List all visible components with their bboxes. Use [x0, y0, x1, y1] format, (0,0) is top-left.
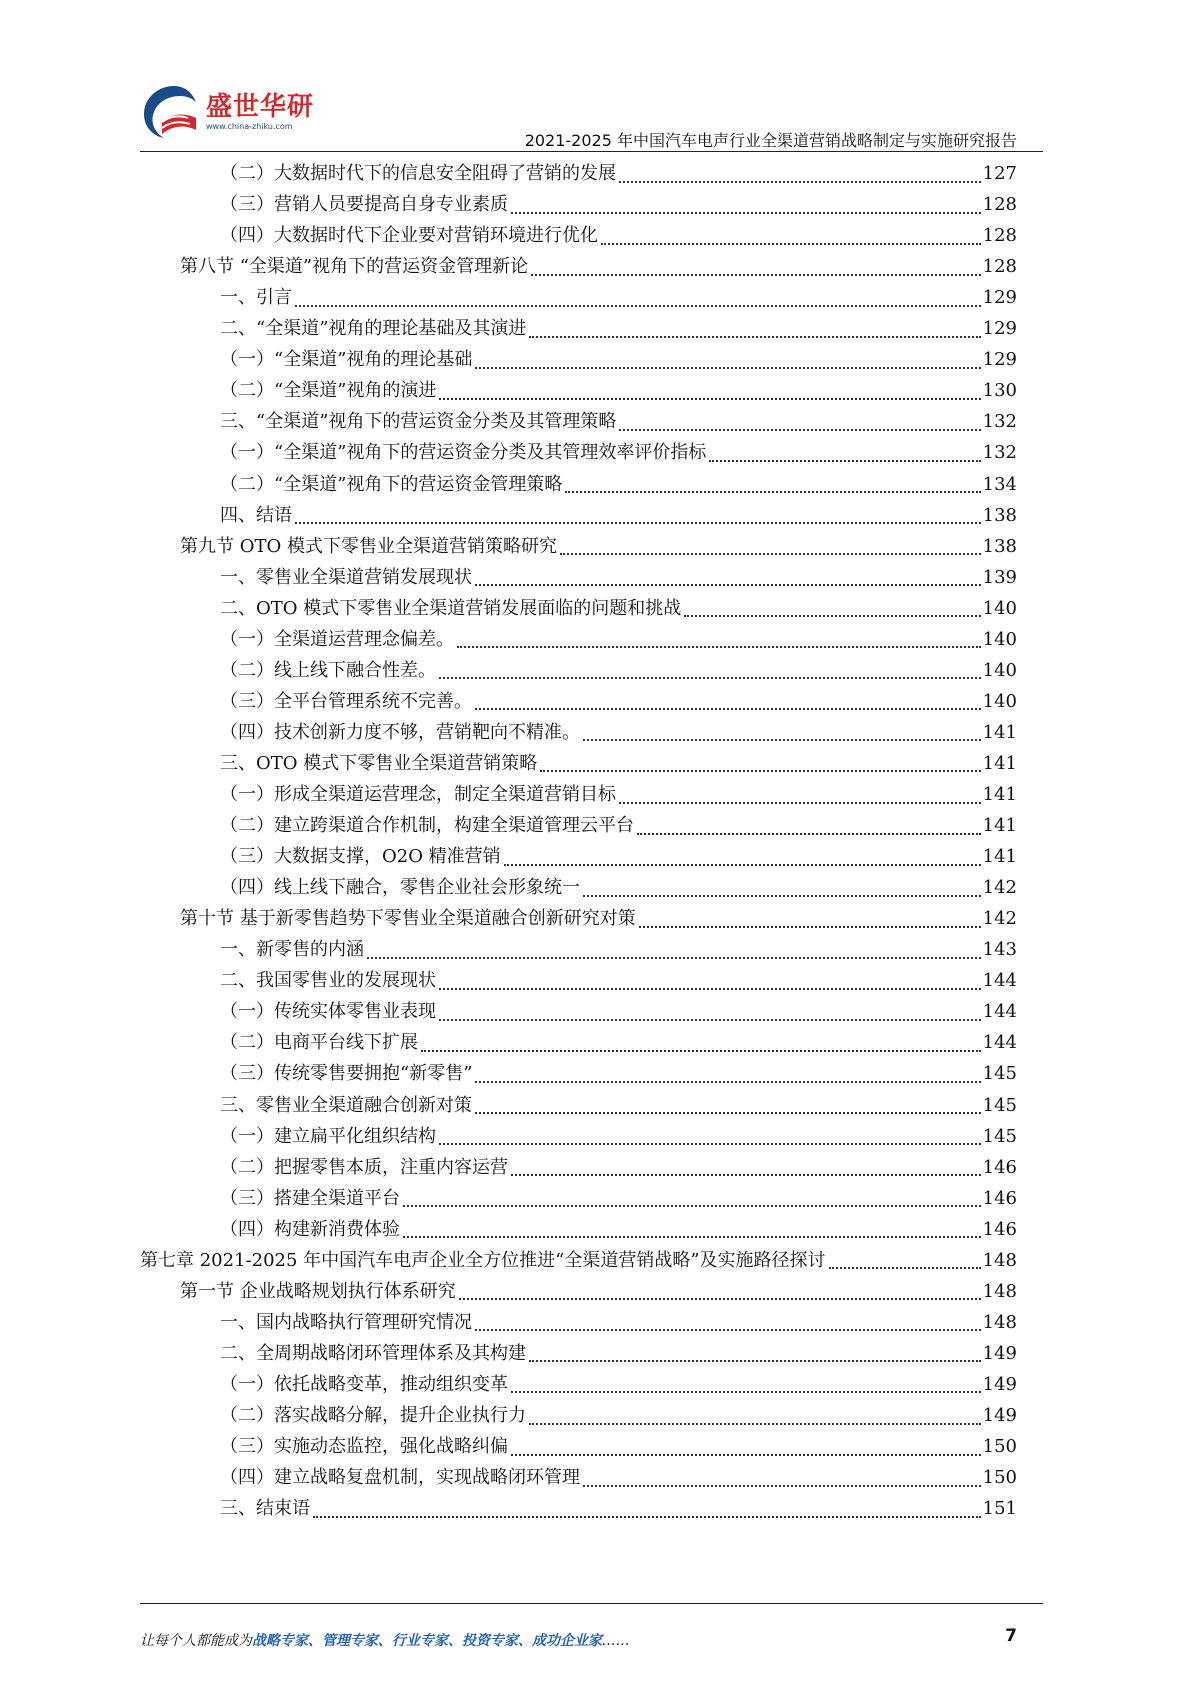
toc-entry[interactable] — [220, 375, 1017, 406]
toc-entry[interactable] — [180, 531, 1017, 562]
toc-dot-leader — [439, 677, 981, 679]
toc-dot-leader — [475, 1081, 980, 1083]
toc-entry[interactable] — [220, 655, 1017, 686]
toc-entry[interactable] — [220, 779, 1017, 810]
toc-dot-leader — [619, 181, 981, 183]
toc-dot-leader — [565, 491, 980, 493]
toc-dot-leader — [475, 584, 981, 586]
toc-entry[interactable] — [220, 934, 1017, 965]
toc-entry-title: 四、结语 — [220, 504, 292, 526]
toc-entry-page: 128 — [982, 256, 1017, 278]
toc-dot-leader — [475, 367, 980, 369]
toc-entry-page: 140 — [982, 690, 1017, 712]
toc-entry-title: （一）“全渠道”视角的理论基础 — [220, 349, 473, 371]
toc-entry[interactable] — [220, 189, 1017, 220]
footer-slogan — [140, 1630, 630, 1650]
toc-dot-leader — [601, 243, 981, 245]
toc-entry-title: （二）大数据时代下的信息安全阻碍了营销的发展 — [220, 163, 616, 184]
toc-dot-leader — [439, 398, 980, 400]
toc-entry[interactable] — [220, 1431, 1017, 1462]
toc-entry-page: 128 — [982, 194, 1017, 216]
toc-entry[interactable] — [220, 344, 1017, 375]
toc-entry-title: （二）线上线下融合性差。 — [220, 659, 436, 681]
toc-entry-title: （二）落实战略分解，提升企业执行力 — [220, 1405, 526, 1426]
toc-entry-title: 第一节 企业战略规划执行体系研究 — [180, 1280, 456, 1302]
toc-entry-title: （三）传统零售要拥抱“新零售” — [220, 1063, 473, 1085]
toc-entry-title: 第八节 “全渠道”视角下的营运资金管理新论 — [180, 256, 529, 278]
toc-entry-title: 二、“全渠道”视角的理论基础及其演进 — [220, 318, 527, 340]
toc-entry[interactable] — [220, 406, 1017, 437]
toc-entry[interactable] — [220, 282, 1017, 313]
toc-dot-leader — [709, 460, 980, 462]
toc-entry[interactable] — [220, 1090, 1017, 1121]
toc-entry[interactable] — [220, 1058, 1017, 1089]
toc-entry-page: 141 — [982, 846, 1017, 868]
toc-dot-leader — [475, 1112, 981, 1114]
toc-dot-leader — [295, 305, 981, 307]
toc-entry-title: （二）把握零售本质，注重内容运营 — [220, 1156, 508, 1178]
toc-entry-page: 140 — [982, 628, 1017, 650]
toc-dot-leader — [421, 1050, 981, 1052]
toc-entry-page: 134 — [982, 473, 1017, 495]
toc-dot-leader — [457, 646, 981, 648]
toc-entry-page: 148 — [982, 1249, 1017, 1271]
toc-entry[interactable] — [220, 313, 1017, 344]
toc-entry-title: （四）构建新消费体验 — [220, 1218, 400, 1240]
toc-entry[interactable] — [220, 1400, 1017, 1431]
toc-entry-page: 148 — [982, 1280, 1017, 1302]
toc-dot-leader — [475, 1329, 981, 1331]
toc-entry[interactable] — [220, 1214, 1017, 1245]
toc-dot-leader — [829, 1267, 981, 1269]
toc-entry-page: 141 — [982, 784, 1017, 805]
toc-entry[interactable] — [220, 562, 1017, 593]
toc-entry-title: 第七章 2021-2025 年中国汽车电声企业全方位推进“全渠道营销战略”及实施路径探讨 — [140, 1249, 826, 1271]
toc-dot-leader — [511, 1454, 981, 1456]
toc-entry-title: 三、OTO 模式下零售业全渠道营销策略 — [220, 752, 538, 774]
toc-dot-leader — [475, 708, 981, 710]
company-logo — [140, 82, 330, 146]
toc-entry-title: （三）大数据支撑，O2O 精准营销 — [220, 846, 501, 868]
toc-entry-title: （一）形成全渠道运营理念，制定全渠道营销目标 — [220, 784, 616, 805]
toc-entry-page: 129 — [982, 349, 1017, 371]
toc-entry[interactable] — [220, 810, 1017, 841]
report-title: 2021-2025 年中国汽车电声行业全渠道营销战略制定与实施研究报告 — [524, 131, 1017, 150]
toc-entry[interactable] — [220, 437, 1017, 468]
toc-dot-leader — [511, 1174, 981, 1176]
toc-entry[interactable] — [220, 1462, 1017, 1493]
toc-entry-page: 140 — [982, 659, 1017, 681]
toc-dot-leader — [403, 1236, 981, 1238]
toc-dot-leader — [560, 553, 981, 555]
toc-entry[interactable] — [220, 624, 1017, 655]
toc-entry-page: 150 — [982, 1436, 1017, 1458]
footer-suffix: …… — [602, 1633, 630, 1649]
toc-entry-page: 139 — [982, 566, 1017, 588]
toc-entry[interactable] — [220, 158, 1017, 189]
toc-entry-page: 145 — [982, 1125, 1017, 1147]
toc-entry[interactable] — [180, 251, 1017, 282]
toc-entry-title: （四）大数据时代下企业要对营销环境进行优化 — [220, 225, 598, 247]
toc-entry-title: （一）建立扁平化组织结构 — [220, 1125, 436, 1147]
toc-entry[interactable] — [220, 965, 1017, 996]
page-number: 7 — [1005, 1626, 1017, 1646]
toc-entry[interactable] — [220, 1121, 1017, 1152]
toc-entry-page: 149 — [982, 1373, 1017, 1395]
toc-dot-leader — [684, 615, 980, 617]
toc-entry-page: 129 — [982, 318, 1017, 340]
toc-entry-page: 149 — [982, 1405, 1017, 1426]
toc-dot-leader — [439, 988, 981, 990]
toc-dot-leader — [403, 1205, 981, 1207]
logo-emblem-icon — [140, 82, 204, 142]
footer-highlight: 战略专家、管理专家、行业专家、投资专家、成功企业家 — [252, 1633, 602, 1649]
toc-entry[interactable] — [180, 1276, 1017, 1307]
toc-entry[interactable] — [140, 1245, 1017, 1276]
toc-entry-page: 127 — [982, 163, 1017, 184]
toc-entry[interactable] — [220, 593, 1017, 624]
toc-entry-page: 144 — [982, 970, 1017, 992]
toc-dot-leader — [511, 1391, 981, 1393]
toc-entry-title: 第十节 基于新零售趋势下零售业全渠道融合创新研究对策 — [180, 908, 636, 930]
toc-entry-page: 145 — [982, 1094, 1017, 1116]
footer-prefix: 让每个人都能成为 — [140, 1633, 252, 1649]
toc-dot-leader — [583, 739, 981, 741]
toc-entry-page: 144 — [982, 1032, 1017, 1054]
toc-entry[interactable] — [220, 1152, 1017, 1183]
toc-entry-title: 二、我国零售业的发展现状 — [220, 970, 436, 992]
toc-entry[interactable] — [220, 469, 1017, 500]
toc-entry-title: （一）“全渠道”视角下的营运资金分类及其管理效率评价指标 — [220, 442, 707, 464]
toc-entry-page: 138 — [982, 504, 1017, 526]
toc-entry[interactable] — [220, 1338, 1017, 1369]
toc-dot-leader — [529, 336, 980, 338]
toc-entry[interactable] — [220, 841, 1017, 872]
toc-entry-title: （四）线上线下融合，零售企业社会形象统一 — [220, 877, 580, 899]
toc-entry-page: 141 — [982, 815, 1017, 837]
toc-dot-leader — [459, 1298, 981, 1300]
toc-entry-title: （一）依托战略变革，推动组织变革 — [220, 1373, 508, 1395]
toc-entry-page: 143 — [982, 939, 1017, 961]
toc-entry-page: 128 — [982, 225, 1017, 247]
toc-dot-leader — [619, 429, 980, 431]
toc-entry-title: 三、零售业全渠道融合创新对策 — [220, 1094, 472, 1116]
toc-entry-title: 三、结束语 — [220, 1498, 310, 1520]
toc-entry-page: 149 — [982, 1342, 1017, 1364]
toc-entry-title: （一）全渠道运营理念偏差。 — [220, 628, 454, 650]
logo-url: www.china-zhiku.com — [206, 122, 293, 131]
toc-entry-title: （二）建立跨渠道合作机制，构建全渠道管理云平台 — [220, 815, 634, 837]
toc-entry-title: （三）营销人员要提高自身专业素质 — [220, 194, 508, 216]
toc-entry-page: 140 — [982, 597, 1017, 619]
toc-entry-title: 二、OTO 模式下零售业全渠道营销发展面临的问题和挑战 — [220, 597, 682, 619]
toc-entry-page: 142 — [982, 877, 1017, 899]
toc-dot-leader — [583, 1485, 981, 1487]
toc-entry-page: 148 — [982, 1311, 1017, 1333]
toc-dot-leader — [619, 802, 981, 804]
toc-dot-leader — [639, 926, 981, 928]
page-header — [0, 0, 1191, 150]
toc-entry-page: 151 — [982, 1498, 1017, 1520]
toc-entry-page: 146 — [982, 1156, 1017, 1178]
toc-dot-leader — [439, 1019, 981, 1021]
footer-divider — [140, 1603, 1043, 1604]
toc-entry-title: （三）实施动态监控，强化战略纠偏 — [220, 1436, 508, 1458]
toc-entry-title: （二）电商平台线下扩展 — [220, 1032, 418, 1054]
toc-dot-leader — [367, 957, 981, 959]
toc-entry[interactable] — [220, 748, 1017, 779]
toc-entry-page: 145 — [982, 1063, 1017, 1085]
toc-entry-title: 第九节 OTO 模式下零售业全渠道营销策略研究 — [180, 535, 557, 557]
toc-entry-page: 150 — [982, 1467, 1017, 1489]
toc-entry-title: （四）建立战略复盘机制，实现战略闭环管理 — [220, 1467, 580, 1489]
toc-entry[interactable] — [220, 996, 1017, 1027]
toc-entry-page: 146 — [982, 1218, 1017, 1240]
toc-entry[interactable] — [220, 500, 1017, 531]
toc-entry-page: 142 — [982, 908, 1017, 930]
toc-entry[interactable] — [180, 903, 1017, 934]
toc-entry-title: 一、零售业全渠道营销发展现状 — [220, 566, 472, 588]
toc-entry-page: 144 — [982, 1001, 1017, 1023]
toc-dot-leader — [313, 1516, 981, 1518]
toc-entry-page: 146 — [982, 1187, 1017, 1209]
toc-entry-title: 三、“全渠道”视角下的营运资金分类及其管理策略 — [220, 411, 617, 433]
toc-dot-leader — [504, 864, 981, 866]
toc-entry-page: 141 — [982, 721, 1017, 743]
toc-entry-page: 132 — [982, 411, 1017, 433]
toc-entry-page: 132 — [982, 442, 1017, 464]
toc-dot-leader — [511, 212, 981, 214]
toc-dot-leader — [583, 895, 981, 897]
toc-dot-leader — [439, 1143, 981, 1145]
toc-entry[interactable] — [220, 1183, 1017, 1214]
toc-entry-title: （二）“全渠道”视角下的营运资金管理策略 — [220, 473, 563, 495]
toc-entry-title: （一）传统实体零售业表现 — [220, 1001, 436, 1023]
toc-entry-title: 一、国内战略执行管理研究情况 — [220, 1311, 472, 1333]
toc-entry-page: 141 — [982, 752, 1017, 774]
toc-entry-page: 130 — [982, 380, 1017, 402]
toc-dot-leader — [531, 274, 981, 276]
toc-entry-title: （四）技术创新力度不够，营销靶向不精准。 — [220, 721, 580, 743]
toc-entry-title: 一、新零售的内涵 — [220, 939, 364, 961]
toc-entry[interactable] — [220, 686, 1017, 717]
toc-entry-title: （三）全平台管理系统不完善。 — [220, 690, 472, 712]
toc-entry-title: 二、全周期战略闭环管理体系及其构建 — [220, 1342, 526, 1364]
header-divider — [140, 151, 1043, 152]
toc-entry[interactable] — [220, 1027, 1017, 1058]
toc-entry[interactable] — [220, 220, 1017, 251]
toc-entry[interactable] — [220, 872, 1017, 903]
toc-entry[interactable] — [220, 1493, 1017, 1524]
logo-name: 盛世华研 — [206, 92, 315, 122]
toc-dot-leader — [540, 770, 980, 772]
toc-dot-leader — [295, 522, 981, 524]
toc-entry-title: （三）搭建全渠道平台 — [220, 1187, 400, 1209]
toc-dot-leader — [529, 1423, 981, 1425]
toc-entry-title: （二）“全渠道”视角的演进 — [220, 380, 437, 402]
toc-entry[interactable] — [220, 717, 1017, 748]
toc-entry[interactable] — [220, 1369, 1017, 1400]
toc-entry-title: 一、引言 — [220, 287, 292, 309]
toc-entry-page: 138 — [982, 535, 1017, 557]
toc-entry-page: 129 — [982, 287, 1017, 309]
toc-entry[interactable] — [220, 1307, 1017, 1338]
toc-dot-leader — [637, 833, 981, 835]
toc-dot-leader — [529, 1360, 981, 1362]
